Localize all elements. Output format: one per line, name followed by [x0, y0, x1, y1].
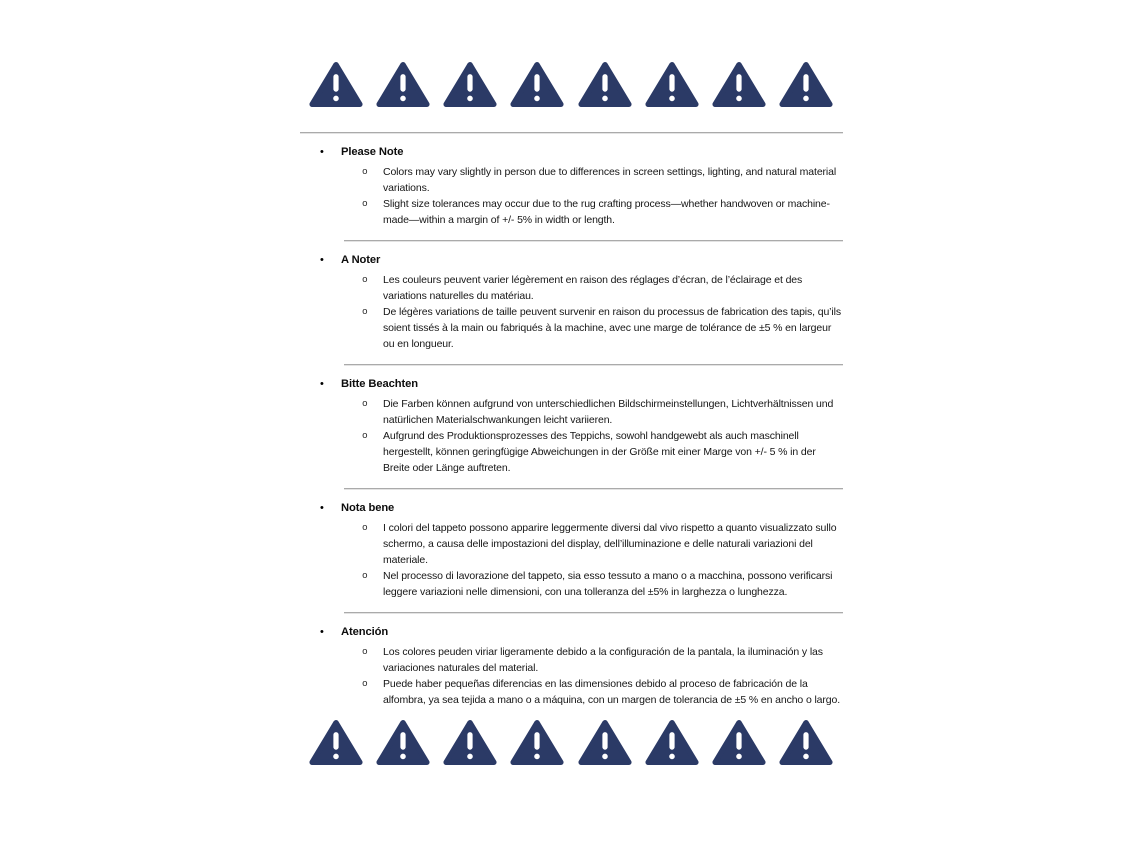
- note-item: [362, 304, 843, 352]
- note-item-text: Slight size tolerances may occur due to the rug crafting process—whether handwoven or machine-made—within a margin of +/- 5% in width or length.: [383, 198, 830, 226]
- section-heading-row: [300, 254, 843, 271]
- note-section: [300, 490, 843, 614]
- circle-bullet-icon: o: [362, 306, 368, 317]
- warning-triangle-icon: [376, 718, 430, 767]
- note-item: [362, 644, 843, 676]
- section-heading-row: [300, 146, 843, 163]
- note-item: [362, 676, 843, 708]
- note-item-text: De légères variations de taille peuvent survenir en raison du processus de fabrication des tapis, qu’ils soient tissés à la main ou fabriqués à la machine, avec une marge de tolérance de ±5 % en largeur ou en longueur.: [383, 306, 841, 350]
- bullet-icon: •: [320, 254, 324, 266]
- note-item-text: Puede haber pequeñas diferencias en las dimensiones debido al proceso de fabricación de la alfombra, ya sea tejida a mano o a máquina, con un margen de tolerancia de ±5 % en ancho o largo.: [383, 678, 840, 706]
- warning-triangle-icon: [309, 60, 363, 109]
- note-item: [362, 568, 843, 600]
- circle-bullet-icon: o: [362, 166, 368, 177]
- section-heading: Bitte Beachten: [341, 378, 418, 390]
- note-item-text: Die Farben können aufgrund von unterschiedlichen Bildschirmeinstellungen, Lichtverhältnissen und natürlichen Materialschwankungen leicht variieren.: [383, 398, 834, 426]
- note-item: [362, 272, 843, 304]
- note-item-text: Colors may vary slightly in person due to differences in screen settings, lighting, and natural material variations.: [383, 166, 837, 194]
- circle-bullet-icon: o: [362, 398, 368, 409]
- note-section: [300, 614, 843, 708]
- note-item-list: [300, 272, 843, 352]
- bullet-icon: •: [320, 502, 324, 514]
- bullet-icon: •: [320, 378, 324, 390]
- circle-bullet-icon: o: [362, 198, 368, 209]
- note-item-text: Nel processo di lavorazione del tappeto, sia esso tessuto a mano o a macchina, possono verificarsi leggere variazioni nelle dimensioni, con una tolleranza del ±5% in larghezza o lunghezza.: [383, 570, 833, 598]
- circle-bullet-icon: o: [362, 274, 368, 285]
- note-item: [362, 428, 843, 476]
- warning-triangle-icon: [510, 718, 564, 767]
- warning-icons-top-row: [300, 60, 843, 109]
- note-item: [362, 164, 843, 196]
- warning-triangle-icon: [712, 60, 766, 109]
- note-section: [300, 366, 843, 490]
- warning-triangle-icon: [712, 718, 766, 767]
- circle-bullet-icon: o: [362, 646, 368, 657]
- section-heading: Atención: [341, 626, 389, 638]
- note-item-list: [300, 520, 843, 600]
- warning-triangle-icon: [376, 60, 430, 109]
- warning-triangle-icon: [645, 718, 699, 767]
- warning-triangle-icon: [578, 718, 632, 767]
- circle-bullet-icon: o: [362, 522, 368, 533]
- note-item-text: Les couleurs peuvent varier légèrement en raison des réglages d’écran, de l’éclairage et des variations naturelles du matériau.: [383, 274, 803, 302]
- section-heading: Please Note: [341, 146, 404, 158]
- note-item-list: [300, 164, 843, 228]
- note-item: [362, 396, 843, 428]
- document-content: [300, 60, 843, 767]
- bullet-icon: •: [320, 146, 324, 158]
- note-item-text: Aufgrund des Produktionsprozesses des Teppichs, sowohl handgewebt als auch maschinell hergestellt, können geringfügige Abweichungen in der Größe mit einer Marge von +/- 5 % in der Breite oder Länge auftreten.: [383, 430, 816, 474]
- circle-bullet-icon: o: [362, 430, 368, 441]
- warning-triangle-icon: [443, 718, 497, 767]
- note-item: [362, 196, 843, 228]
- section-heading-row: [300, 378, 843, 395]
- warning-triangle-icon: [645, 60, 699, 109]
- note-section: [300, 134, 843, 242]
- note-item-list: [300, 644, 843, 708]
- section-heading-row: [300, 502, 843, 519]
- section-heading-row: [300, 626, 843, 643]
- section-heading: Nota bene: [341, 502, 395, 514]
- circle-bullet-icon: o: [362, 678, 368, 689]
- warning-icons-bottom-row: [300, 718, 843, 767]
- section-heading: A Noter: [341, 254, 381, 266]
- warning-triangle-icon: [443, 60, 497, 109]
- warning-triangle-icon: [510, 60, 564, 109]
- note-sections: [300, 134, 843, 708]
- note-section: [300, 242, 843, 366]
- note-item-list: [300, 396, 843, 476]
- bullet-icon: •: [320, 626, 324, 638]
- note-item-text: Los colores peuden viriar ligeramente debido a la configuración de la pantala, la iluminación y las variaciones naturales del material.: [383, 646, 823, 674]
- note-item-text: I colori del tappeto possono apparire leggermente diversi dal vivo rispetto a quanto visualizzato sullo schermo, a causa delle impostazioni del display, dell’illuminazione e delle naturali variazioni del materiale.: [383, 522, 837, 566]
- warning-triangle-icon: [779, 718, 833, 767]
- note-item: [362, 520, 843, 568]
- warning-triangle-icon: [309, 718, 363, 767]
- circle-bullet-icon: o: [362, 570, 368, 581]
- warning-triangle-icon: [578, 60, 632, 109]
- warning-triangle-icon: [779, 60, 833, 109]
